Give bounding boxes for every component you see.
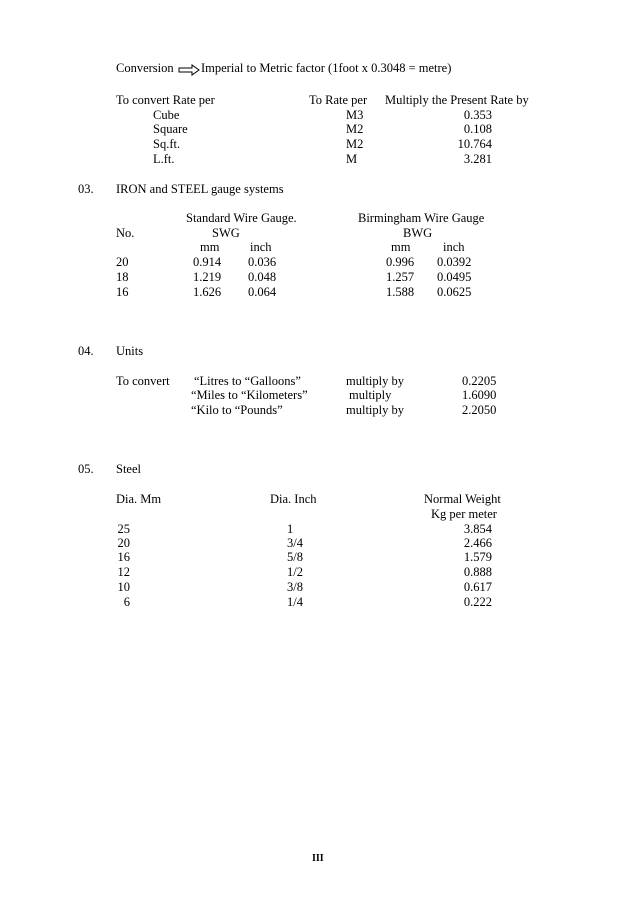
steel-row-weight: 0.222 (463, 595, 492, 609)
gauge-row-swg-mm: 1.626 (193, 285, 222, 299)
gauge-row-bwg-inch: 0.0495 (437, 270, 472, 284)
units-row-item: “Kilo to “Pounds” (191, 403, 283, 417)
conversion-row-factor: 10.764 (457, 137, 492, 151)
conversion-row-factor: 0.353 (463, 108, 492, 122)
units-to-convert-label: To convert (116, 374, 170, 388)
steel-row-inch: 3/8 (287, 580, 303, 594)
units-row-item: “Miles to “Kilometers” (191, 388, 308, 402)
conversion-row-from: Cube (153, 108, 180, 122)
steel-header-weight-unit: Kg per meter (431, 507, 497, 521)
units-row-value: 1.6090 (462, 388, 497, 402)
conversion-row-from: Square (153, 122, 188, 136)
gauge-row-bwg-inch: 0.0625 (437, 285, 472, 299)
conversion-row-factor: 3.281 (463, 152, 492, 166)
swg-unit-mm: mm (200, 240, 220, 254)
swg-unit-inch: inch (250, 240, 272, 254)
section-number: 05. (78, 462, 94, 476)
gauge-row-no: 20 (116, 255, 129, 269)
steel-row-inch: 1 (287, 522, 294, 536)
steel-row-mm: 12 (117, 565, 130, 579)
steel-header-dia-inch: Dia. Inch (270, 492, 317, 506)
bwg-unit-inch: inch (443, 240, 465, 254)
conversion-header-to: To Rate per (309, 93, 368, 107)
conversion-description: Imperial to Metric factor (1foot x 0.3048 = metre) (201, 61, 452, 75)
section-number: 04. (78, 344, 94, 358)
steel-row-mm: 20 (117, 536, 130, 550)
section-title: Steel (116, 462, 141, 476)
units-row-value: 2.2050 (462, 403, 497, 417)
section-title: IRON and STEEL gauge systems (116, 182, 284, 196)
conversion-row-to: M3 (346, 108, 364, 122)
gauge-row-bwg-mm: 1.588 (386, 285, 415, 299)
steel-row-weight: 2.466 (463, 536, 492, 550)
steel-row-weight: 1.579 (463, 550, 492, 564)
gauge-row-no: 18 (116, 270, 129, 284)
conversion-row-from: Sq.ft. (153, 137, 181, 151)
steel-row-weight: 3.854 (463, 522, 492, 536)
gauge-row-no: 16 (116, 285, 129, 299)
conversion-row-factor: 0.108 (463, 122, 492, 136)
section-number: 03. (78, 182, 94, 196)
steel-row-inch: 3/4 (287, 536, 303, 550)
steel-row-inch: 1/2 (287, 565, 303, 579)
section-title: Units (116, 344, 144, 358)
steel-row-weight: 0.888 (463, 565, 492, 579)
steel-row-mm: 10 (117, 580, 130, 594)
right-arrow-icon (178, 64, 200, 76)
gauge-row-bwg-inch: 0.0392 (437, 255, 472, 269)
units-row-operation: multiply by (346, 374, 404, 388)
steel-header-weight: Normal Weight (424, 492, 501, 506)
units-row-item: “Litres to “Galloons” (194, 374, 301, 388)
conversion-header-from: To convert Rate per (116, 93, 215, 107)
gauge-row-swg-inch: 0.048 (248, 270, 277, 284)
units-row-operation: multiply (349, 388, 392, 402)
conversion-row-to: M2 (346, 137, 364, 151)
conversion-row-from: L.ft. (153, 152, 175, 166)
gauge-no-label: No. (116, 226, 135, 240)
bwg-title: Birmingham Wire Gauge (358, 211, 485, 225)
steel-row-inch: 1/4 (287, 595, 303, 609)
units-row-operation: multiply by (346, 403, 404, 417)
steel-header-dia-mm: Dia. Mm (116, 492, 162, 506)
steel-row-inch: 5/8 (287, 550, 303, 564)
swg-abbreviation: SWG (212, 226, 240, 240)
gauge-row-swg-inch: 0.036 (248, 255, 277, 269)
steel-row-mm: 16 (117, 550, 130, 564)
steel-row-weight: 0.617 (463, 580, 492, 594)
steel-row-mm: 25 (117, 522, 130, 536)
conversion-row-to: M2 (346, 122, 364, 136)
gauge-row-swg-mm: 0.914 (193, 255, 222, 269)
bwg-unit-mm: mm (391, 240, 411, 254)
conversion-header-factor: Multiply the Present Rate by (385, 93, 529, 107)
conversion-row-to: M (346, 152, 358, 166)
conversion-label: Conversion (116, 61, 174, 75)
bwg-abbreviation: BWG (403, 226, 433, 240)
steel-row-mm: 6 (123, 595, 130, 609)
page-number: III (312, 853, 324, 864)
gauge-row-swg-mm: 1.219 (193, 270, 222, 284)
gauge-row-bwg-mm: 0.996 (386, 255, 415, 269)
gauge-row-swg-inch: 0.064 (248, 285, 277, 299)
gauge-row-bwg-mm: 1.257 (386, 270, 415, 284)
swg-title: Standard Wire Gauge. (186, 211, 297, 225)
units-row-value: 0.2205 (462, 374, 497, 388)
